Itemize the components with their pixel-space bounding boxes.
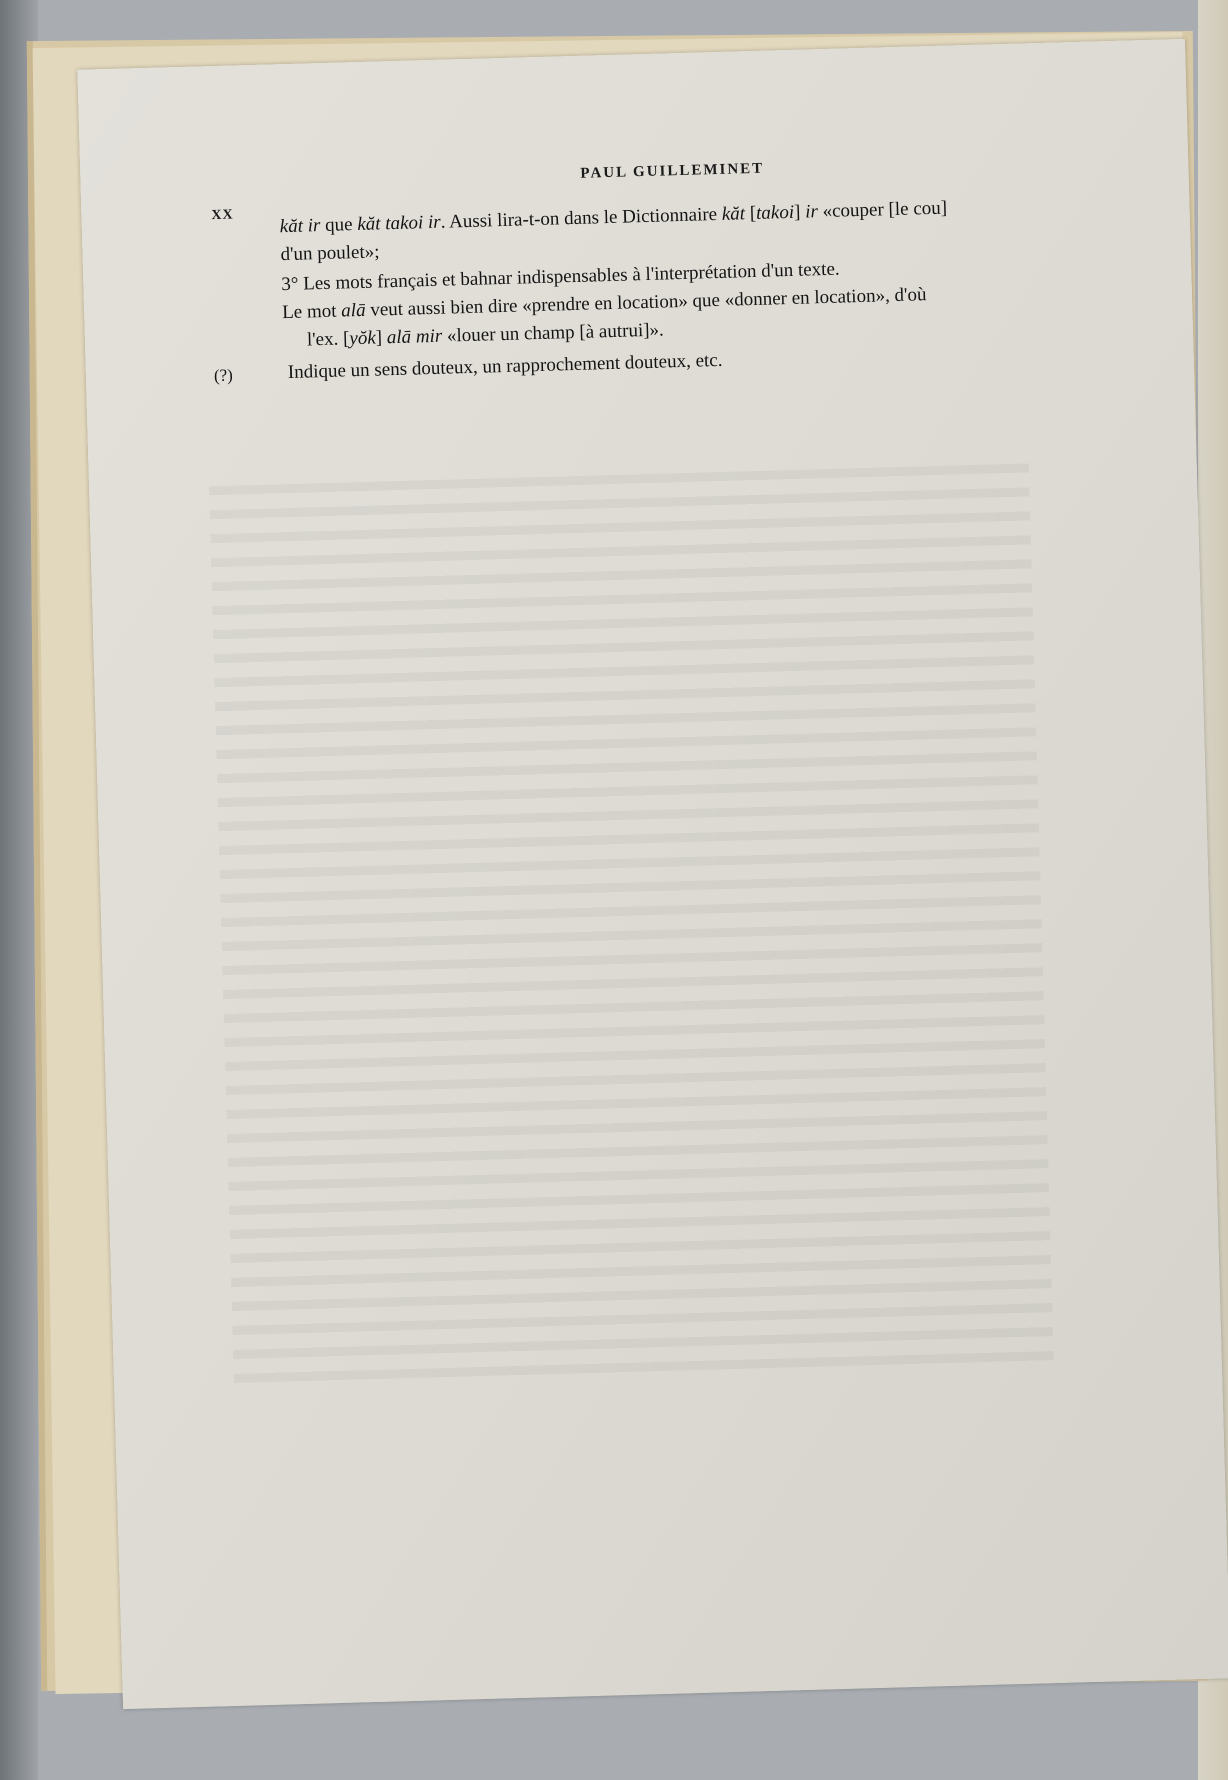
italic-term: kăt: [721, 203, 746, 225]
text-run: ]: [375, 327, 388, 349]
text-line-1: [279, 198, 947, 239]
text-run: ]: [793, 201, 806, 223]
text-run: Le mot: [281, 300, 342, 324]
book-page: [77, 39, 1228, 1709]
running-head: PAUL GUILLEMINET: [580, 160, 765, 182]
italic-term: kăt tɑkoi ir: [357, 211, 441, 236]
italic-term: tɑkoi: [755, 201, 795, 224]
text-run: «louer un champ [à autrui]».: [441, 319, 665, 347]
text-line-2: d'un poulet»;: [280, 241, 380, 266]
page-number: XX: [211, 207, 234, 224]
italic-term: kăt ir: [279, 215, 321, 238]
doubt-marker: (?): [213, 365, 234, 386]
show-through-texture: [209, 463, 1054, 1386]
text-run: . Aussi lira-t-on dans le Dictionnaire: [440, 203, 723, 233]
text-line-5: [307, 320, 664, 352]
text-run: que: [320, 214, 358, 237]
text-line-3: 3° Les mots français et bahnar indispensables à l'interprétation d'un texte.: [281, 258, 840, 296]
italic-term: alā: [340, 299, 366, 322]
text-run: [: [744, 202, 757, 225]
text-run: veut aussi bien dire «prendre en location» que «donner en location», d'où: [365, 284, 927, 321]
text-run: l'ex. [: [306, 328, 350, 351]
italic-term: alā mir: [386, 325, 443, 349]
text-run: «couper [le cou]: [817, 197, 948, 223]
italic-term: ir: [804, 201, 819, 223]
text-line-6: Indique un sens douteux, un rapprochement douteux, etc.: [287, 349, 723, 384]
italic-term: yŏk: [349, 327, 377, 350]
